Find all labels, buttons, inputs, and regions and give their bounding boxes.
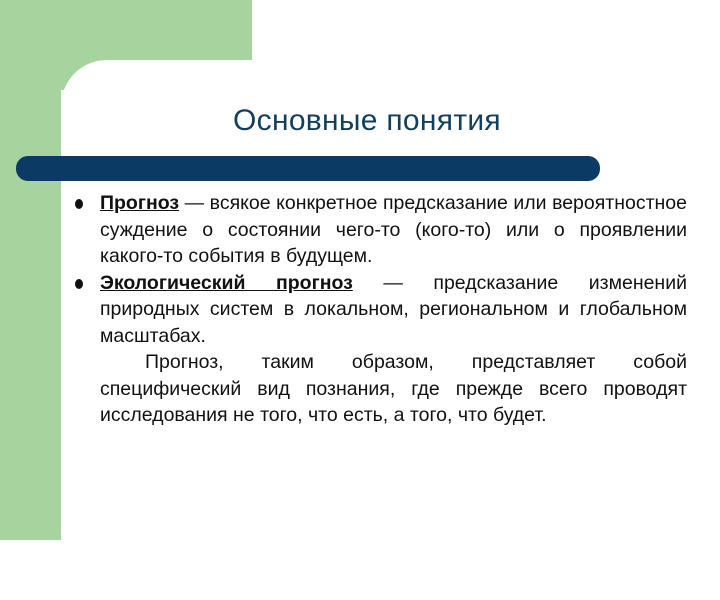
bullet-text: — предсказание изменений природных систем в локальном, региональном и глобальном масштабах. <box>100 271 687 347</box>
green-side-strip <box>0 0 61 540</box>
summary-text: Прогноз, таким образом, представляет собой специфический вид познания, где прежде всего проводят исследования не того, что есть, а того, что будет. <box>100 351 687 426</box>
slide-content <box>75 190 687 429</box>
summary-paragraph <box>75 349 687 429</box>
slide-title: Основные понятия <box>233 104 501 137</box>
bullet-dot-icon <box>75 279 83 289</box>
bullet-item-forecast <box>75 190 687 270</box>
bullet-dot-icon <box>75 199 83 209</box>
title-divider-bar <box>16 156 600 181</box>
bullet-term: Экологический прогноз <box>100 271 353 294</box>
bullet-text: — всякое конкретное предсказание или вероятностное суждение о состоянии чего-то (кого-то) или о проявлении какого-то события в будущем. <box>100 192 687 267</box>
bullet-term: Прогноз <box>100 192 180 214</box>
bullet-item-eco-forecast <box>75 270 687 350</box>
